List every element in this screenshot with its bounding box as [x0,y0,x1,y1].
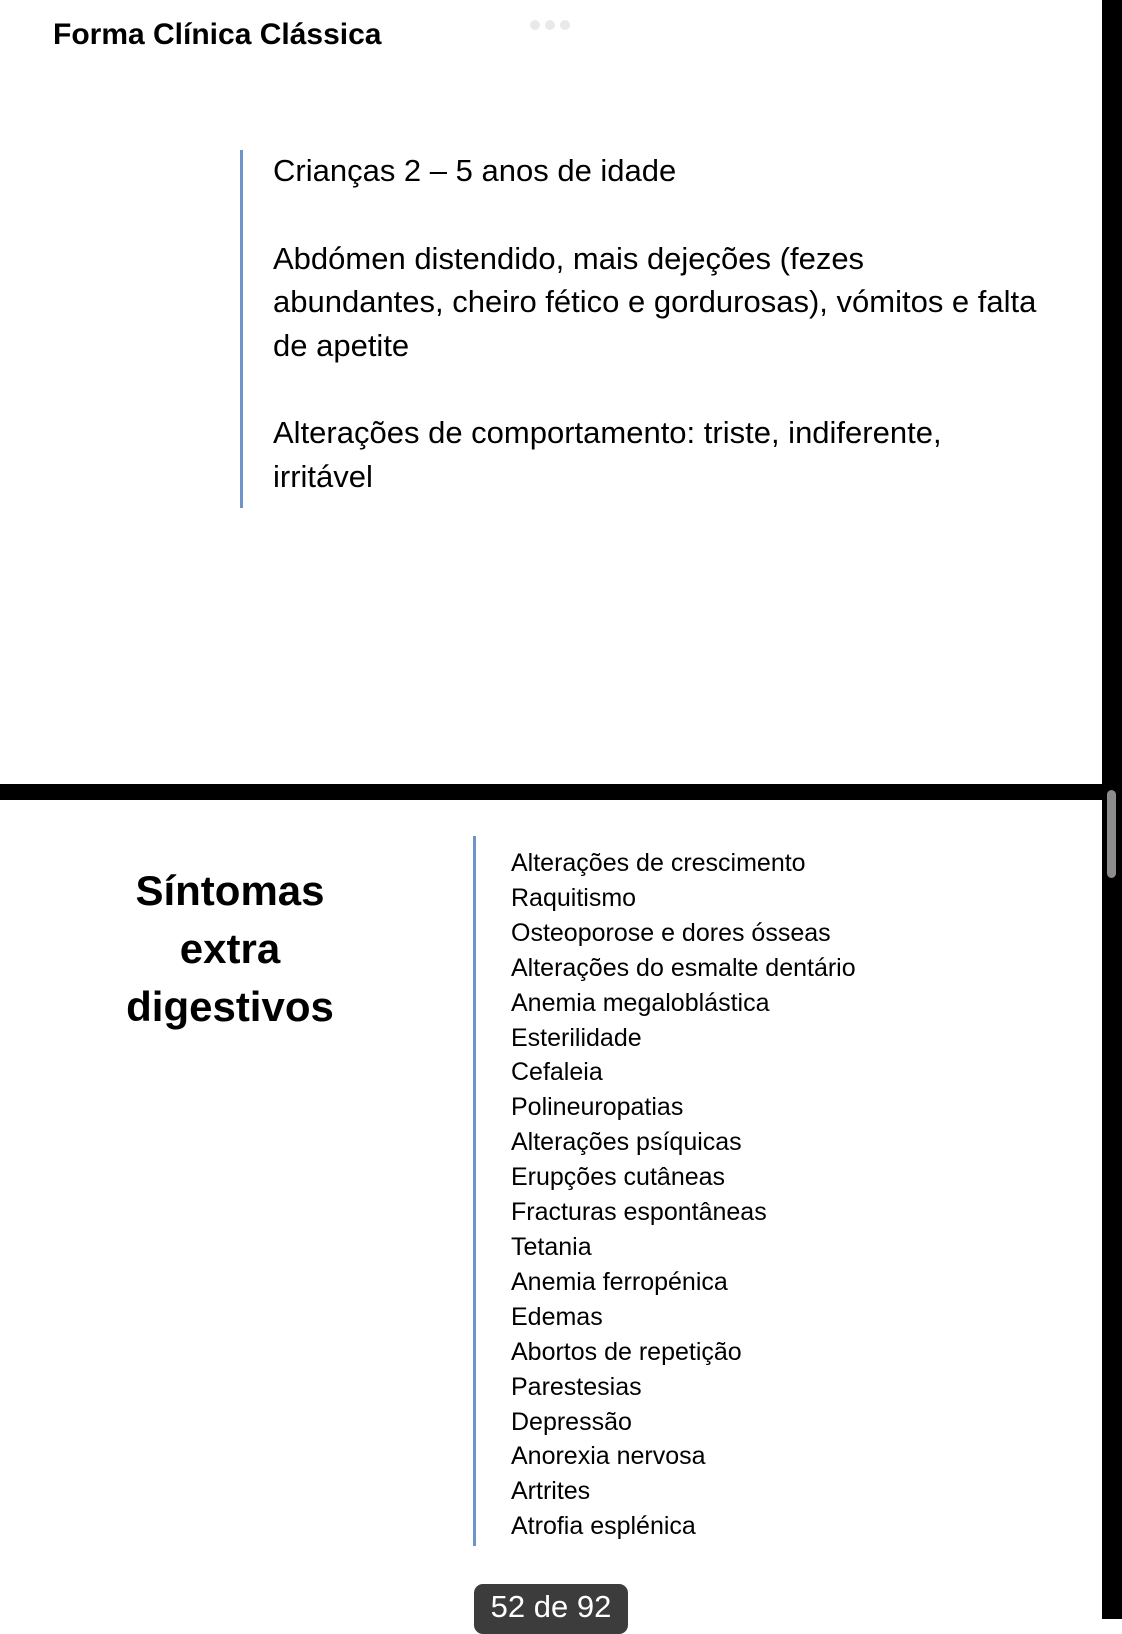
list-item: Cefaleia [511,1058,603,1087]
list-item: Esterilidade [511,1023,642,1052]
title-line: extra [179,925,281,972]
slide-title [100,862,360,1036]
slide-title: Forma Clínica Clássica [53,18,382,51]
list-item: Depressão [511,1407,632,1436]
list-item: Edemas [511,1302,603,1331]
dot [545,20,555,30]
page-separator [0,784,1102,800]
list-item: Atrofia esplénica [511,1512,696,1541]
list-item: Anorexia nervosa [511,1442,706,1471]
list-item: Alterações de crescimento [511,849,806,877]
paragraph-digestive: Abdómen distendido, mais dejeções (fezes abundantes, cheiro fético e gordurosas), vómitos e falta de apetite [273,240,1037,363]
list-item: Alterações do esmalte dentário [511,953,856,982]
list-item: Tetania [511,1232,592,1261]
slide-page-52 [0,800,1102,1619]
list-item: Abortos de repetição [511,1337,742,1366]
list-item: Parestesias [511,1372,642,1401]
list-item: Fracturas espontâneas [511,1198,767,1227]
list-item: Osteoporose e dores ósseas [511,918,831,947]
more-dots-icon[interactable] [530,20,570,30]
scrollbar-thumb[interactable] [1107,790,1116,878]
list-item: Polineuropatias [511,1093,684,1122]
symptom-list [511,846,856,1544]
dot [530,20,540,30]
accent-divider [473,836,476,1546]
dot [560,20,570,30]
title-line: Síntomas [135,867,325,914]
list-item: Erupções cutâneas [511,1163,726,1192]
list-item: Raquitismo [511,883,637,912]
list-item: Anemia megaloblástica [511,988,770,1017]
paragraph-age: Crianças 2 – 5 anos de idade [273,153,677,188]
accent-divider [240,150,243,508]
list-item: Artrites [511,1477,591,1506]
list-item: Anemia ferropénica [511,1267,728,1296]
list-item: Alterações psíquicas [511,1128,742,1157]
slide-body [273,149,1043,542]
title-line: digestivos [126,983,334,1030]
slide-page-51 [0,0,1102,784]
page-indicator: 52 de 92 [474,1584,628,1634]
paragraph-behavior: Alterações de comportamento: triste, indiferente, irritável [273,415,942,494]
